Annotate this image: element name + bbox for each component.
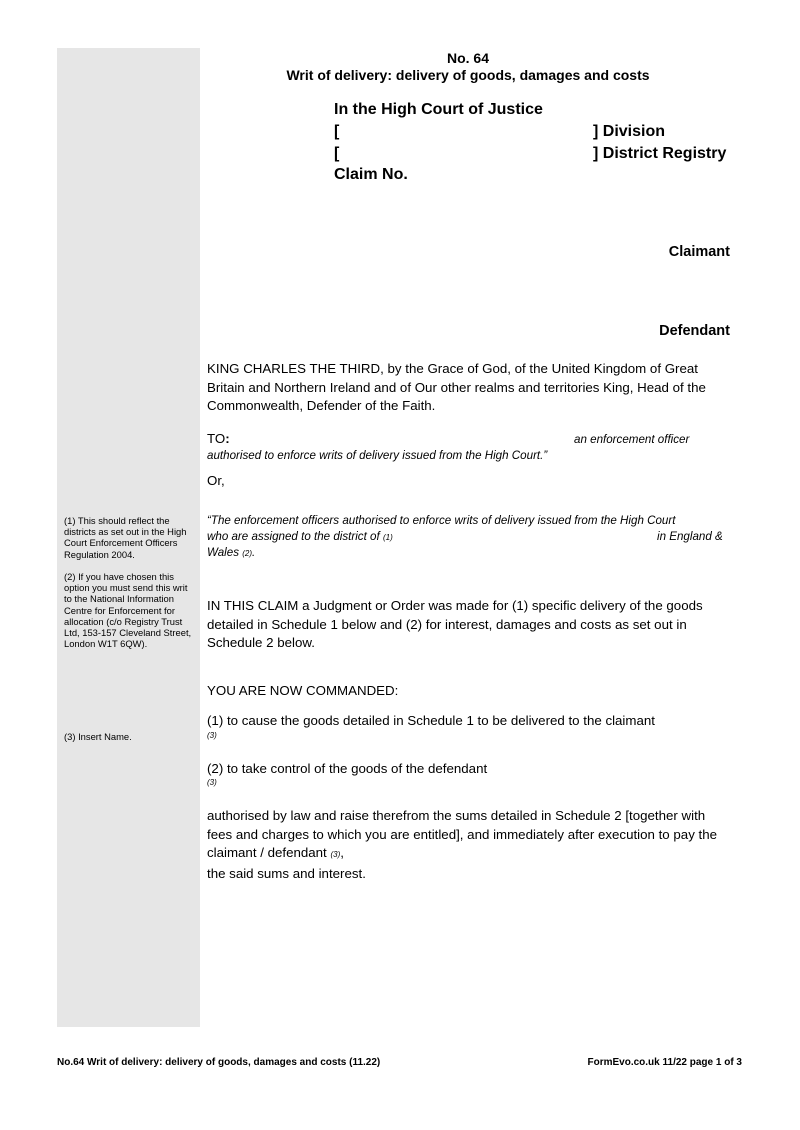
note-2: (2) If you have chosen this option you must send this writ to the National Information Centre for Enforcement for allocation (c/o Registry Trust Ltd, 153-157 Cleveland Street, London W1T 6QW). — [64, 571, 192, 650]
commanded-heading: YOU ARE NOW COMMANDED: — [207, 683, 399, 698]
district-registry-label: ] District Registry — [593, 145, 727, 162]
defendant-label: Defendant — [659, 323, 730, 339]
division-label: ] Division — [593, 123, 666, 140]
note-1: (1) This should reflect the districts as set out in the High Court Enforcement Officers Regulation 2004. — [64, 515, 187, 560]
claim-number-label: Claim No. — [334, 166, 408, 183]
ref-3a: (3) — [207, 731, 217, 740]
authorised-text: authorised to enforce writs of delivery issued from the High Court.” — [207, 449, 548, 462]
registry-bracket-open: [ — [334, 145, 340, 162]
command-2: (2) to take control of the goods of the defendant — [207, 761, 488, 776]
or-text: Or, — [207, 473, 225, 488]
command-1: (1) to cause the goods detailed in Schedule 1 to be delivered to the claimant — [207, 713, 655, 728]
claim-paragraph: IN THIS CLAIM a Judgment or Order was made for (1) specific delivery of the goods detailed in Schedule 1 below and (2) for interest, damages and costs as set out in Schedule 2 below. — [207, 598, 703, 650]
ref-3b: (3) — [207, 778, 217, 787]
wales-text: Wales (2). — [207, 546, 256, 559]
court-name: In the High Court of Justice — [334, 101, 543, 118]
ref-3c: (3) — [330, 850, 341, 859]
ref-1: (1) — [382, 533, 393, 542]
alternative-officers-line2: who are assigned to the district of (1) — [207, 530, 393, 543]
to-label: TO: — [207, 431, 230, 446]
in-england-text: in England & — [657, 530, 723, 543]
footer-page-info: FormEvo.co.uk 11/22 page 1 of 3 — [587, 1057, 742, 1068]
alternative-officers-line1: “The enforcement officers authorised to enforce writs of delivery issued from the High Court — [207, 514, 676, 527]
enforcement-officer-text: an enforcement officer — [574, 433, 690, 446]
authorised-paragraph: authorised by law and raise therefrom the sums detailed in Schedule 2 [together with fees and charges to which you are entitled], and immediately after execution to pay the claimant / defendant (3), the said sums and interest. — [207, 808, 718, 881]
royal-preamble: KING CHARLES THE THIRD, by the Grace of God, of the United Kingdom of Great Britain and Northern Ireland and of Our other realms and territories King, Head of the Commonwealth, Defender of the Faith. — [207, 361, 706, 413]
form-title: Writ of delivery: delivery of goods, damages and costs — [286, 67, 650, 83]
claimant-label: Claimant — [668, 244, 730, 260]
note-3: (3) Insert Name. — [64, 731, 132, 742]
ref-2: (2) — [242, 549, 253, 558]
form-number: No. 64 — [446, 50, 489, 66]
division-bracket-open: [ — [334, 123, 340, 140]
footer-form-title: No.64 Writ of delivery: delivery of goods, damages and costs (11.22) — [57, 1057, 381, 1068]
